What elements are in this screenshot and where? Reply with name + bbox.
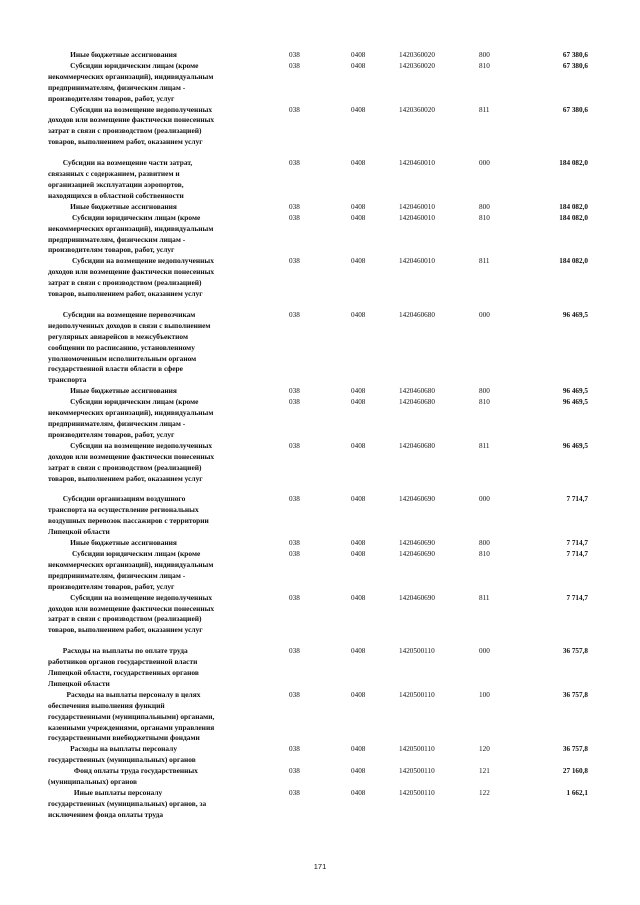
amount-value: 96 469,5: [562, 441, 588, 450]
article-code: 1420460690: [399, 549, 435, 558]
expense-type-code: 810: [479, 213, 490, 222]
table-row: [48, 256, 588, 300]
grbs-code: 038: [289, 61, 300, 70]
grbs-code: 038: [289, 539, 300, 548]
table-row: [48, 158, 588, 202]
expense-type-code: 000: [479, 310, 490, 319]
row-description: Расходы на выплаты персоналу государственных (муниципальных) органов: [48, 744, 196, 765]
expense-type-code: 000: [479, 647, 490, 656]
article-code: 1420460690: [399, 539, 435, 548]
expense-type-code: 810: [479, 61, 490, 70]
table-row: [48, 202, 588, 213]
budget-table: [48, 50, 588, 821]
article-code: 1420360020: [399, 51, 435, 59]
article-code: 1420500110: [399, 647, 435, 656]
article-code: 1420460010: [399, 159, 435, 168]
row-description: Субсидии на возмещение недополученных доходов или возмещение фактически понесенных затрат в связи с производством (реализацией) товаров, выполнением работ, оказанием услуг: [48, 104, 215, 147]
expense-type-code: 000: [479, 159, 490, 168]
article-code: 1420500110: [399, 745, 435, 754]
grbs-code: 038: [289, 745, 300, 754]
section-code: 0408: [351, 51, 366, 59]
grbs-code: 038: [289, 549, 300, 558]
row-description: Расходы на выплаты по оплате труда работников органов государственной власти Липецкой области, государственных органов Липецкой области: [48, 646, 199, 688]
row-description: Иные бюджетные ассигнования: [48, 50, 177, 59]
amount-value: 96 469,5: [562, 310, 588, 319]
row-description: Иные выплаты персоналу государственных (муниципальных) органов, за исключением фонда оплаты труда: [48, 788, 207, 819]
table-row: [48, 690, 588, 745]
section-code: 0408: [351, 310, 366, 319]
table-row: [48, 549, 588, 593]
article-code: 1420460690: [399, 495, 435, 504]
row-description: Субсидии на возмещение перевозчикам недополученных доходов в связи с выполнением регулярных авиарейсов в межсубъектном сообщении по расписанию, установленному уполномоченным исполнительным органом государственной власти области в сфере транспорта: [48, 309, 211, 385]
amount-value: 7 714,7: [566, 593, 588, 602]
table-row: [48, 646, 588, 690]
grbs-code: 038: [289, 213, 300, 222]
row-description: Иные бюджетные ассигнования: [48, 386, 177, 396]
article-code: 1420460680: [399, 387, 435, 396]
table-row: [48, 766, 588, 788]
grbs-code: 038: [289, 593, 300, 602]
grbs-code: 038: [289, 495, 300, 504]
grbs-code: 038: [289, 441, 300, 450]
amount-value: 67 380,6: [562, 105, 588, 114]
row-description: Расходы на выплаты персоналу в целях обеспечения выполнения функций государственными (муниципальными) органами, казенными учреждениями, органами управления государственными внебюджетными фондами: [48, 689, 215, 743]
expense-type-code: 810: [479, 398, 490, 407]
grbs-code: 038: [289, 767, 300, 776]
grbs-code: 038: [289, 398, 300, 407]
article-code: 1420460680: [399, 398, 435, 407]
article-code: 1420460010: [399, 213, 435, 222]
table-row: [48, 744, 588, 766]
section-code: 0408: [351, 767, 366, 776]
section-code: 0408: [351, 61, 366, 70]
article-code: 1420460680: [399, 310, 435, 319]
article-code: 1420360020: [399, 105, 435, 114]
grbs-code: 038: [289, 159, 300, 168]
section-code: 0408: [351, 495, 366, 504]
section-code: 0408: [351, 441, 366, 450]
section-code: 0408: [351, 539, 366, 548]
row-description: Субсидии юридическим лицам (кроме некоммерческих организаций), индивидуальным предпринимателям, физическим лицам - производителям товаров, работ, услуг: [48, 548, 214, 591]
expense-type-code: 800: [479, 539, 490, 548]
expense-type-code: 800: [479, 202, 490, 211]
amount-value: 36 757,8: [562, 690, 588, 699]
expense-type-code: 000: [479, 495, 490, 504]
amount-value: 184 082,0: [559, 159, 588, 168]
amount-value: 96 469,5: [562, 387, 588, 396]
article-code: 1420460010: [399, 257, 435, 266]
amount-value: 67 380,6: [562, 51, 588, 59]
section-code: 0408: [351, 593, 366, 602]
table-row: [48, 441, 588, 485]
table-row: [48, 397, 588, 441]
section-code: 0408: [351, 202, 366, 211]
expense-type-code: 100: [479, 690, 490, 699]
grbs-code: 038: [289, 51, 300, 59]
expense-type-code: 800: [479, 387, 490, 396]
grbs-code: 038: [289, 387, 300, 396]
page-number: 171: [313, 862, 327, 871]
section-code: 0408: [351, 387, 366, 396]
amount-value: 36 757,8: [562, 745, 588, 754]
grbs-code: 038: [289, 789, 300, 797]
amount-value: 67 380,6: [562, 61, 588, 70]
grbs-code: 038: [289, 310, 300, 319]
row-description: Субсидии на возмещение части затрат, связанных с содержанием, развитием и организацией эксплуатации аэропортов, находящихся в областной собственности: [48, 158, 193, 200]
amount-value: 36 757,8: [562, 647, 588, 656]
article-code: 1420460690: [399, 593, 435, 602]
table-row: [48, 105, 588, 149]
section-code: 0408: [351, 690, 366, 699]
row-description: Субсидии на возмещение недополученных доходов или возмещение фактически понесенных затрат в связи с производством (реализацией) товаров, выполнением работ, оказанием услуг: [48, 256, 215, 299]
expense-type-code: 121: [479, 767, 490, 776]
amount-value: 7 714,7: [566, 495, 588, 504]
section-code: 0408: [351, 549, 366, 558]
article-code: 1420460010: [399, 202, 435, 211]
row-description: Субсидии юридическим лицам (кроме некоммерческих организаций), индивидуальным предпринимателям, физическим лицам - производителям товаров, работ, услуг: [48, 212, 214, 255]
amount-value: 7 714,7: [566, 549, 588, 558]
section-code: 0408: [351, 159, 366, 168]
article-code: 1420360020: [399, 61, 435, 70]
table-row: [48, 386, 588, 397]
row-description: Субсидии на возмещение недополученных доходов или возмещение фактически понесенных затрат в связи с производством (реализацией) товаров, выполнением работ, оказанием услуг: [48, 592, 215, 635]
article-code: 1420460680: [399, 441, 435, 450]
expense-type-code: 811: [479, 257, 490, 266]
section-code: 0408: [351, 745, 366, 754]
expense-type-code: 810: [479, 549, 490, 558]
table-row: [48, 788, 588, 821]
section-code: 0408: [351, 213, 366, 222]
article-code: 1420500110: [399, 789, 435, 797]
grbs-code: 038: [289, 202, 300, 211]
section-code: 0408: [351, 398, 366, 407]
table-row: [48, 538, 588, 549]
expense-type-code: 811: [479, 105, 490, 114]
row-description: Иные бюджетные ассигнования: [48, 538, 177, 548]
expense-type-code: 120: [479, 745, 490, 754]
grbs-code: 038: [289, 690, 300, 699]
expense-type-code: 122: [479, 789, 490, 797]
section-code: 0408: [351, 105, 366, 114]
row-description: Фонд оплаты труда государственных (муниципальных) органов: [48, 766, 198, 787]
amount-value: 7 714,7: [566, 539, 588, 548]
section-code: 0408: [351, 789, 366, 797]
amount-value: 184 082,0: [559, 213, 588, 222]
grbs-code: 038: [289, 105, 300, 114]
expense-type-code: 800: [479, 51, 490, 59]
row-description: Субсидии организациям воздушного транспорта на осуществление региональных воздушных перевозок пассажиров с территории Липецкой области: [48, 494, 209, 537]
amount-value: 27 160,8: [562, 767, 588, 776]
table-row: [48, 310, 588, 386]
amount-value: 184 082,0: [559, 202, 588, 211]
section-code: 0408: [351, 257, 366, 266]
article-code: 1420500110: [399, 690, 435, 699]
grbs-code: 038: [289, 647, 300, 656]
amount-value: 1 662,1: [566, 789, 588, 797]
row-description: Субсидии юридическим лицам (кроме некоммерческих организаций), индивидуальным предпринимателям, физическим лицам - производителям товаров, работ, услуг: [48, 60, 214, 103]
table-row: [48, 61, 588, 105]
expense-type-code: 811: [479, 593, 490, 602]
amount-value: 184 082,0: [559, 257, 588, 266]
row-description: Иные бюджетные ассигнования: [48, 201, 177, 211]
expense-type-code: 811: [479, 441, 490, 450]
table-row: [48, 593, 588, 637]
row-description: Субсидии юридическим лицам (кроме некоммерческих организаций), индивидуальным предпринимателям, физическим лицам - производителям товаров, работ, услуг: [48, 397, 214, 439]
section-code: 0408: [351, 647, 366, 656]
article-code: 1420500110: [399, 767, 435, 776]
amount-value: 96 469,5: [562, 398, 588, 407]
grbs-code: 038: [289, 257, 300, 266]
table-row: [48, 213, 588, 257]
row-description: Субсидии на возмещение недополученных доходов или возмещение фактически понесенных затрат в связи с производством (реализацией) товаров, выполнением работ, оказанием услуг: [48, 440, 215, 483]
table-row: [48, 50, 588, 61]
table-row: [48, 494, 588, 538]
